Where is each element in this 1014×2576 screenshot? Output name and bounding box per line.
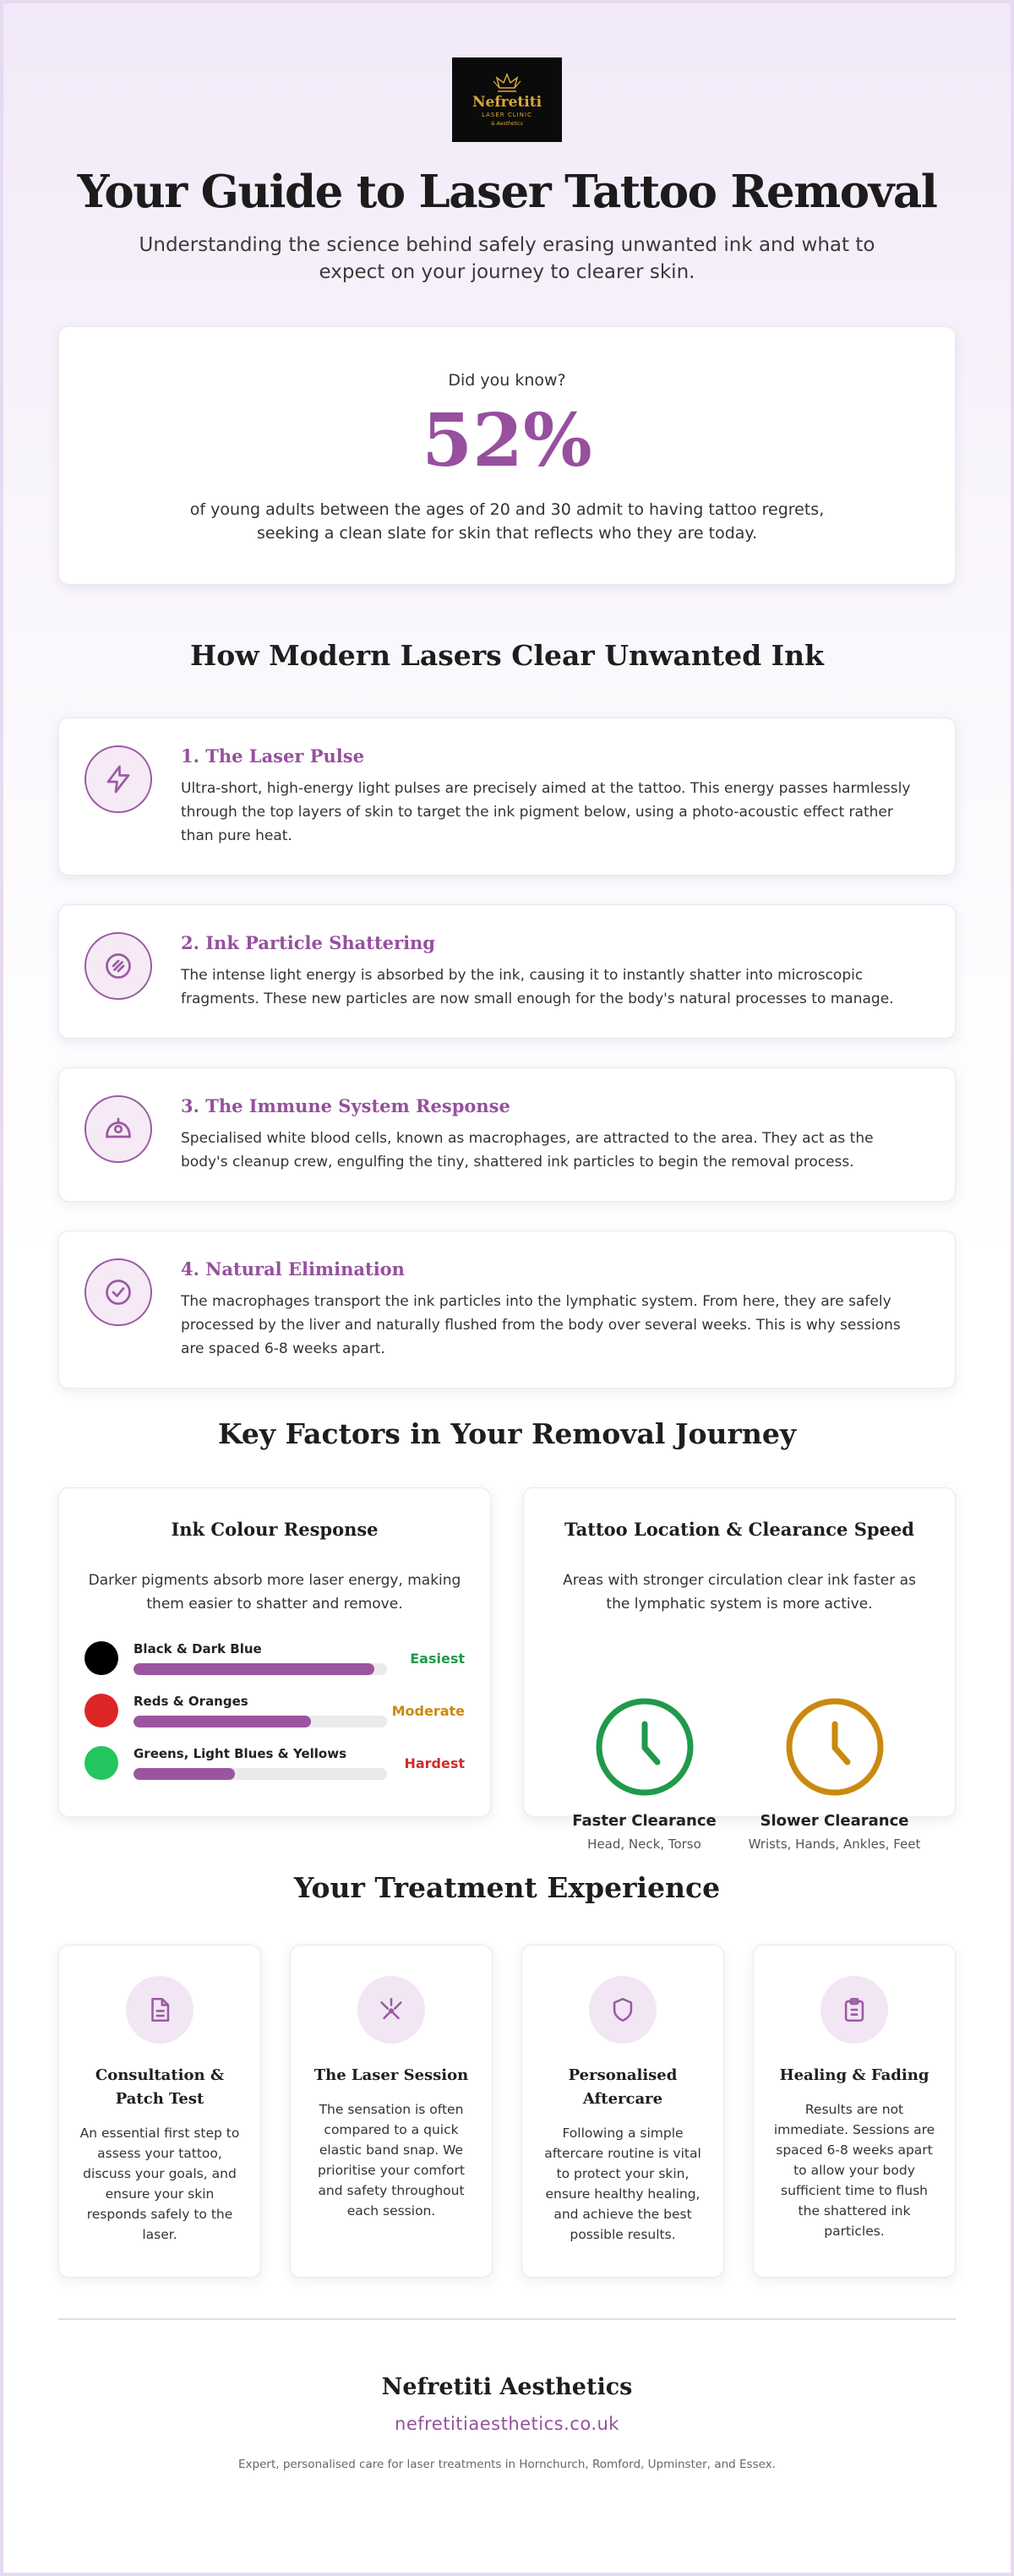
check-circle-icon bbox=[84, 1258, 152, 1326]
location-card bbox=[523, 1487, 956, 1852]
ink-dot bbox=[84, 1746, 118, 1780]
ink-bar-track bbox=[134, 1663, 387, 1675]
process-steps bbox=[58, 718, 956, 1389]
ink-row bbox=[84, 1694, 465, 1727]
clearance-item-fast bbox=[552, 1697, 738, 1852]
step-title: 1. The Laser Pulse bbox=[181, 745, 364, 767]
logo-line2: & Aesthetics bbox=[491, 121, 523, 127]
stat-question: Did you know? bbox=[448, 371, 566, 390]
ink-bar-track bbox=[134, 1768, 387, 1780]
footer bbox=[58, 2374, 956, 2471]
shield-icon bbox=[589, 1976, 657, 2044]
ink-name: Reds & Oranges bbox=[134, 1694, 248, 1709]
ink-dot bbox=[84, 1694, 118, 1727]
clipboard-icon bbox=[820, 1976, 888, 2044]
experience-card bbox=[753, 1945, 956, 2278]
footer-name: Nefretiti Aesthetics bbox=[381, 2374, 633, 2400]
experience-text: An essential first step to assess your tattoo, discuss your goals, and ensure your skin responds safely to the laser. bbox=[79, 2126, 240, 2242]
page-subtitle: Understanding the science behind safely erasing unwanted ink and what to expect on your journey to clearer skin. bbox=[139, 234, 875, 283]
clearance-areas: Wrists, Hands, Ankles, Feet bbox=[748, 1836, 921, 1852]
clinic-logo bbox=[452, 57, 562, 142]
ink-colour-list bbox=[84, 1641, 465, 1780]
lightning-icon bbox=[84, 745, 152, 813]
experience-text: Following a simple aftercare routine is vital to protect your skin, ensure healthy healing, and achieve the best possible results. bbox=[544, 2126, 701, 2242]
step-text: Ultra-short, high-energy light pulses are precisely aimed at the tattoo. This energy passes harmlessly through the top layers of skin to target the ink pigment below, using a photo-acoustic effect rather than pure heat. bbox=[181, 780, 911, 844]
stat-description: of young adults between the ages of 20 and 30 admit to having tattoo regrets, seeking a clean slate for skin that reflects who they are today. bbox=[189, 500, 825, 543]
shattered-circle-icon bbox=[84, 932, 152, 1000]
step-card bbox=[58, 1067, 956, 1202]
ink-colour-description: Darker pigments absorb more laser energy, making them easier to shatter and remove. bbox=[88, 1572, 461, 1613]
cell-icon bbox=[84, 1095, 152, 1163]
experience-heading: Your Treatment Experience bbox=[293, 1871, 721, 1904]
experience-title: The Laser Session bbox=[313, 2066, 469, 2084]
ink-bar-track bbox=[134, 1716, 387, 1727]
ink-bar-fill bbox=[134, 1716, 311, 1727]
clearance-label: Slower Clearance bbox=[760, 1812, 909, 1830]
ink-bar-fill bbox=[134, 1768, 235, 1780]
experience-title: Personalised Aftercare bbox=[568, 2066, 678, 2108]
sparkle-icon bbox=[357, 1976, 425, 2044]
ink-status: Hardest bbox=[404, 1755, 465, 1771]
ink-name: Greens, Light Blues & Yellows bbox=[134, 1746, 347, 1761]
ink-status: Moderate bbox=[391, 1702, 465, 1719]
clock-icon bbox=[785, 1697, 885, 1797]
step-text: The intense light energy is absorbed by the ink, causing it to instantly shatter into microscopic fragments. These new particles are now small enough for the body's natural processes to manage. bbox=[181, 967, 894, 1007]
ink-name: Black & Dark Blue bbox=[134, 1641, 262, 1656]
experience-card bbox=[290, 1945, 493, 2278]
process-heading: How Modern Lasers Clear Unwanted Ink bbox=[190, 639, 824, 672]
clearance-areas: Head, Neck, Torso bbox=[587, 1836, 701, 1852]
logo-brand: Nefretiti bbox=[472, 94, 542, 111]
ink-row bbox=[84, 1746, 465, 1780]
ink-colour-card bbox=[58, 1487, 491, 1817]
ink-bar-fill bbox=[134, 1663, 374, 1675]
step-title: 3. The Immune System Response bbox=[181, 1095, 510, 1116]
footer-divider bbox=[58, 2318, 956, 2320]
factors-heading: Key Factors in Your Removal Journey bbox=[217, 1417, 797, 1450]
location-title: Tattoo Location & Clearance Speed bbox=[564, 1519, 914, 1540]
crown-icon bbox=[488, 73, 526, 95]
experience-grid bbox=[58, 1945, 956, 2278]
step-card bbox=[58, 1231, 956, 1389]
ink-row bbox=[84, 1641, 465, 1675]
experience-title: Healing & Fading bbox=[779, 2066, 930, 2084]
logo-line1: LASER CLINIC bbox=[482, 112, 532, 118]
clearance-item-slow bbox=[742, 1697, 928, 1852]
location-description: Areas with stronger circulation clear ink faster as the lymphatic system is more active. bbox=[563, 1572, 916, 1613]
step-title: 2. Ink Particle Shattering bbox=[181, 932, 435, 953]
stat-value: 52% bbox=[422, 398, 592, 483]
experience-card bbox=[521, 1945, 724, 2278]
step-text: Specialised white blood cells, known as macrophages, are attracted to the area. They act as the body's cleanup crew, engulfing the tiny, shattered ink particles to begin the removal process. bbox=[181, 1130, 874, 1171]
ink-colour-title: Ink Colour Response bbox=[171, 1519, 379, 1540]
ink-status: Easiest bbox=[410, 1650, 465, 1667]
experience-text: Results are not immediate. Sessions are spaced 6-8 weeks apart to allow your body sufficient time to flush the shattered ink particles. bbox=[773, 2102, 935, 2239]
clock-icon bbox=[595, 1697, 695, 1797]
document-icon bbox=[126, 1976, 194, 2044]
step-text: The macrophages transport the ink particles into the lymphatic system. From here, they are safely processed by the liver and naturally flushed from the body over several weeks. This is why sessions are spaced 6-8 weeks apart. bbox=[181, 1293, 901, 1357]
footer-website-link[interactable]: nefretitiaesthetics.co.uk bbox=[395, 2414, 619, 2434]
ink-dot bbox=[84, 1641, 118, 1675]
step-card bbox=[58, 718, 956, 876]
factors-grid bbox=[58, 1487, 956, 1852]
experience-card bbox=[58, 1945, 261, 2278]
experience-text: The sensation is often compared to a quick elastic band snap. We prioritise your comfort and safety throughout each session. bbox=[318, 2102, 465, 2219]
page-title: Your Guide to Laser Tattoo Removal bbox=[77, 166, 937, 218]
stat-card bbox=[58, 326, 956, 585]
clearance-label: Faster Clearance bbox=[572, 1812, 717, 1830]
step-title: 4. Natural Elimination bbox=[181, 1258, 405, 1280]
footer-tagline: Expert, personalised care for laser treatments in Hornchurch, Romford, Upminster, and Essex. bbox=[238, 2458, 776, 2471]
clearance-list bbox=[549, 1697, 930, 1852]
experience-title: Consultation & Patch Test bbox=[95, 2066, 225, 2108]
step-card bbox=[58, 904, 956, 1039]
